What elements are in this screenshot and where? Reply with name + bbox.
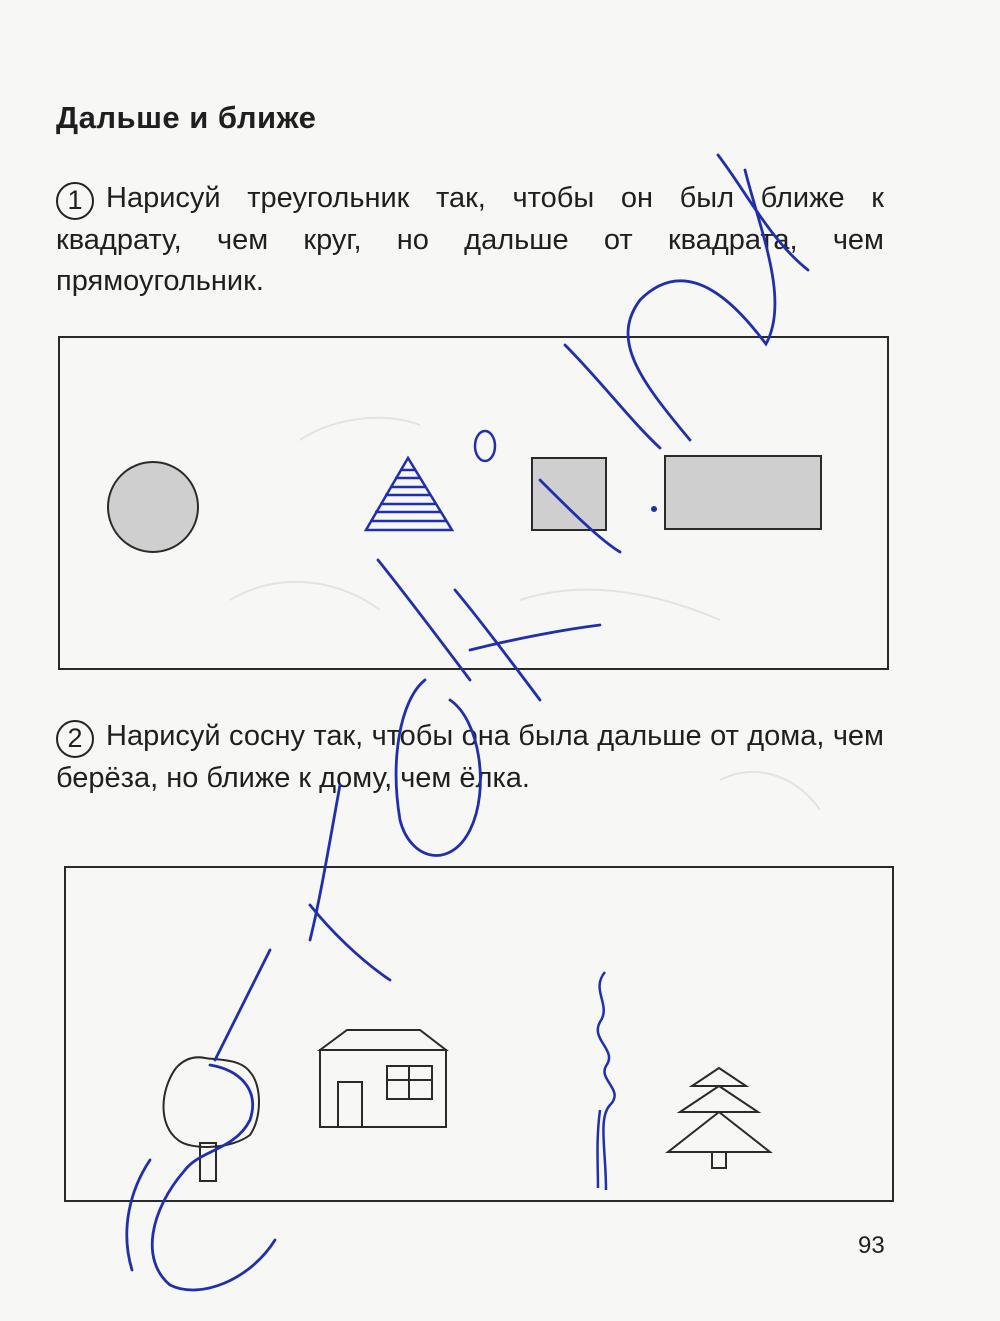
circle-shape: [108, 462, 198, 552]
task-2-number: 2: [56, 720, 94, 758]
handwritten-pine-tree-icon: [598, 972, 615, 1190]
fir-tree-icon: [668, 1068, 770, 1168]
task-1-number: 1: [56, 182, 94, 220]
page-title: Дальше и ближе: [56, 100, 317, 135]
square-shape: [532, 458, 606, 530]
task-1-text: Нарисуй треугольник так, чтобы он был ближе к квадрату, чем круг, но дальше от квадрата, чем прямоугольник.: [56, 182, 884, 297]
task-2-text: Нарисуй сосну так, чтобы она была дальше от дома, чем берёза, но ближе к дому, чем ёлка.: [56, 720, 884, 794]
handwritten-dot-icon: [475, 431, 495, 461]
ink-dot-icon: [651, 506, 657, 512]
page-number: 93: [858, 1232, 885, 1259]
rectangle-shape: [665, 456, 821, 529]
signature-scribble: [127, 155, 808, 1290]
house-icon: [320, 1030, 446, 1127]
birch-tree-icon: [164, 1057, 260, 1181]
handwritten-triangle-icon: [366, 458, 452, 530]
